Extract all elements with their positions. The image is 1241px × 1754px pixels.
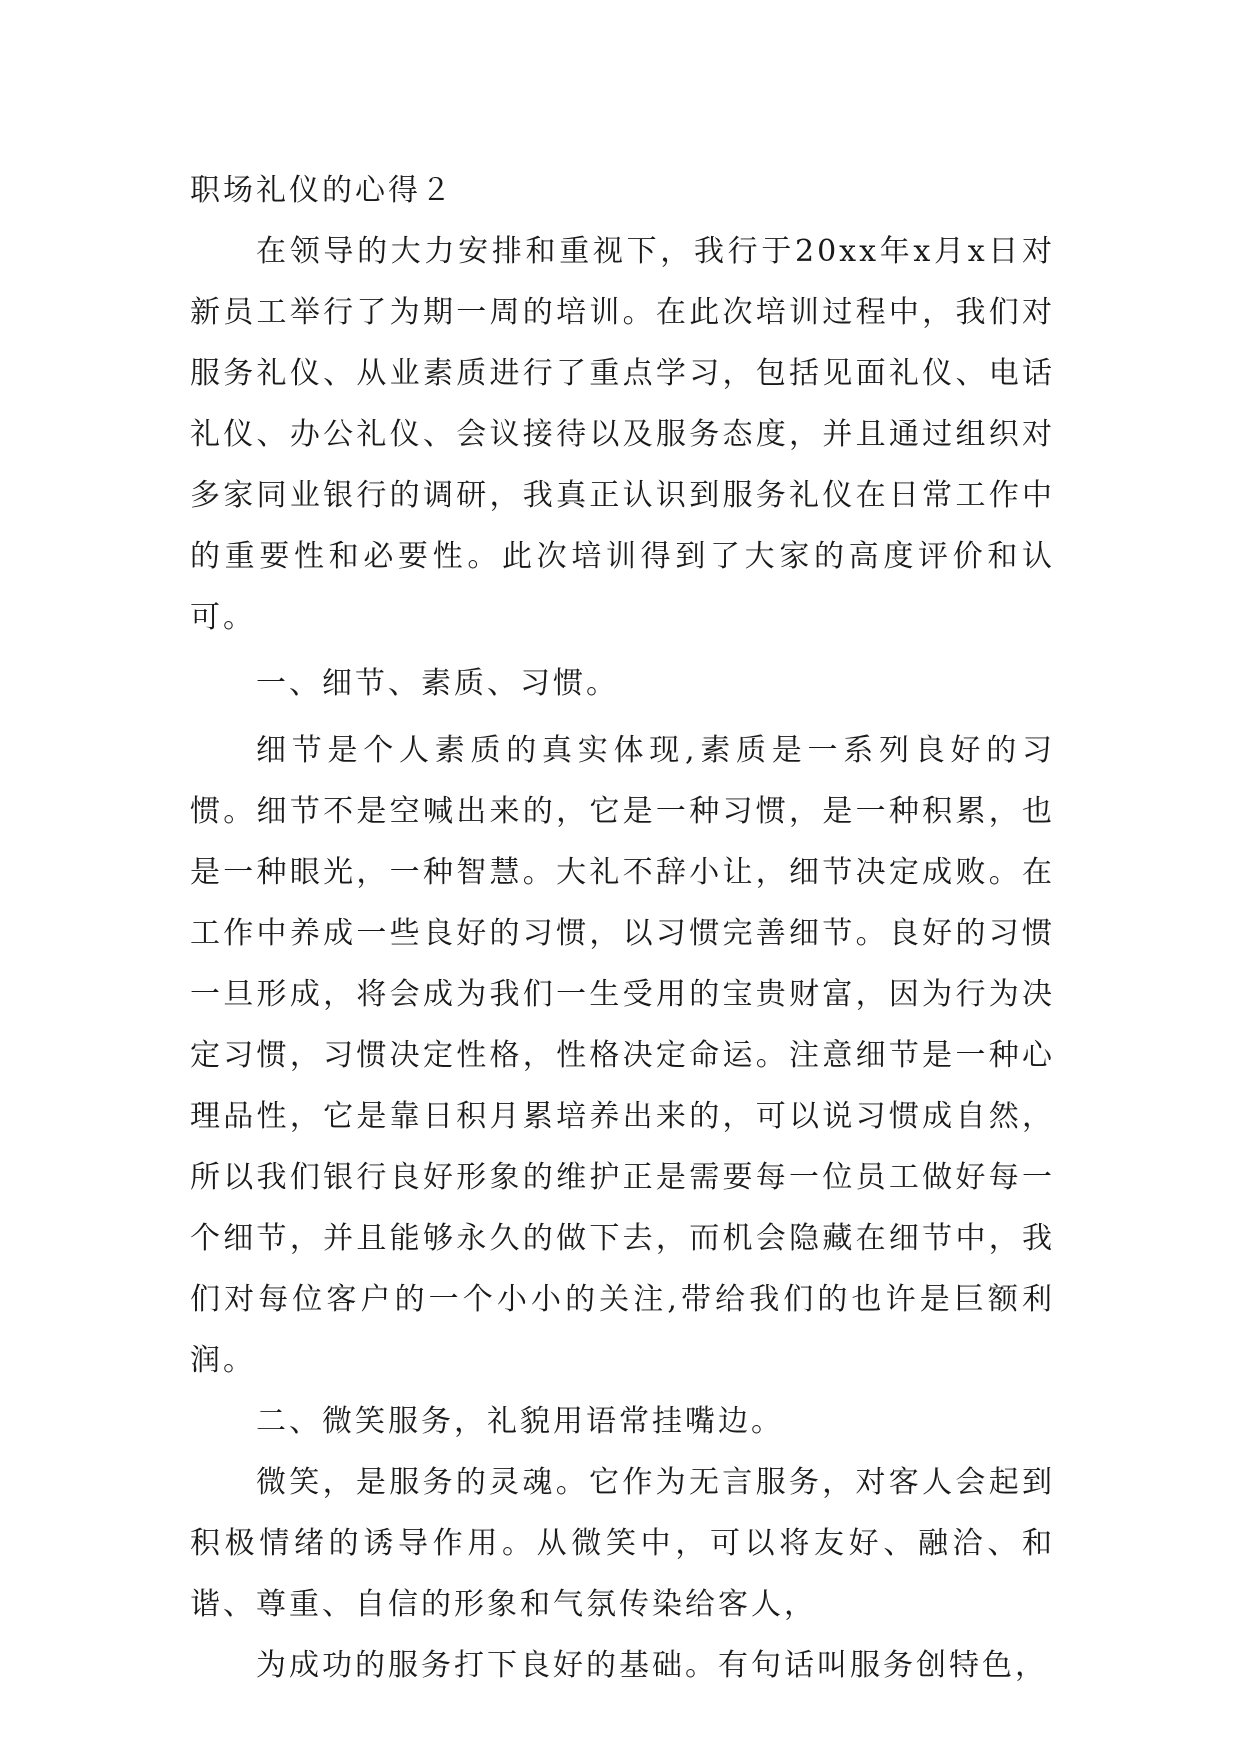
document-title: 职场礼仪的心得２ bbox=[190, 173, 454, 208]
section-heading-2: 二、微笑服务，礼貌用语常挂嘴边。 bbox=[256, 1404, 784, 1439]
foundation-paragraph: 为成功的服务打下良好的基础。有句话叫服务创特色， bbox=[256, 1648, 1048, 1683]
intro-paragraph: 在领导的大力安排和重视下，我行于20xx年x月x日对新员工举行了为期一周的培训。在此次培训过程中，我们对服务礼仪、从业素质进行了重点学习，包括见面礼仪、电话礼仪、办公礼仪、会议接待以及服务态度，并且通过组织对多家同业银行的调研，我真正认识到服务礼仪在日常工作中的重要性和必要性。此次培训得到了大家的高度评价和认可。 bbox=[190, 234, 1055, 635]
section-heading-1: 一、细节、素质、习惯。 bbox=[256, 666, 619, 701]
smile-paragraph: 微笑，是服务的灵魂。它作为无言服务，对客人会起到积极情绪的诱导作用。从微笑中，可以将友好、融洽、和谐、尊重、自信的形象和气氛传染给客人， bbox=[190, 1465, 1055, 1622]
detail-paragraph: 细节是个人素质的真实体现,素质是一系列良好的习惯。细节不是空喊出来的，它是一种习惯，是一种积累，也是一种眼光，一种智慧。大礼不辞小让，细节决定成败。在工作中养成一些良好的习惯，以习惯完善细节。良好的习惯一旦形成，将会成为我们一生受用的宝贵财富，因为行为决定习惯，习惯决定性格，性格决定命运。注意细节是一种心理品性，它是靠日积月累培养出来的，可以说习惯成自然，所以我们银行良好形象的维护正是需要每一位员工做好每一个细节，并且能够永久的做下去，而机会隐藏在细节中，我们对每位客户的一个小小的关注,带给我们的也许是巨额利润。 bbox=[190, 733, 1055, 1378]
document-body bbox=[190, 160, 1055, 1696]
